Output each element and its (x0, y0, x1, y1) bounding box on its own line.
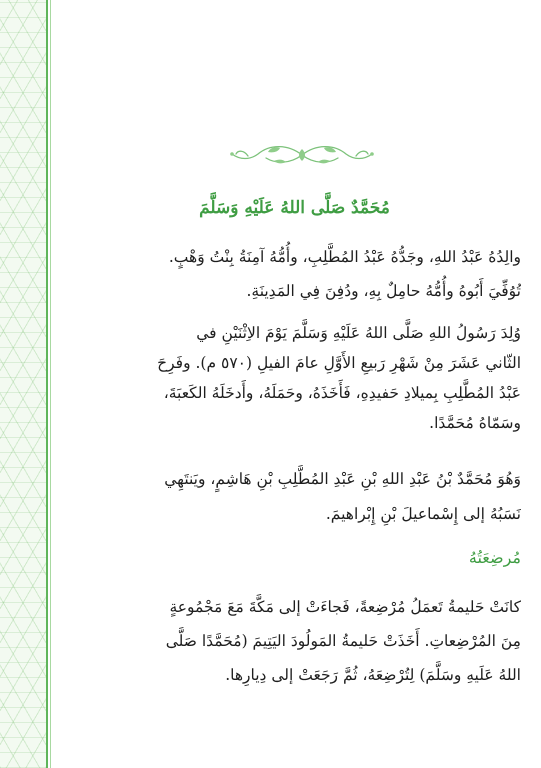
paragraph-line: نَسَبُهُ إلى إِسْماعيلَ بْنِ إِبْراهيمَ. (325, 505, 521, 523)
paragraph-line: والِدُهُ عَبْدُ اللهِ، وجَدُّهُ عَبْدُ المُطَّلِبِ، وأُمُّهُ آمِنَةُ بِنْتُ وَهْبٍ. (168, 248, 521, 266)
decorative-side-pattern (0, 0, 46, 768)
paragraph-lineage (68, 462, 521, 532)
paragraph-birth (68, 318, 521, 438)
paragraph-line: اللهُ عَلَيهِ وسَلَّمَ) لِتُرْضِعَهُ، ثُمَّ رَجَعَتْ إلى دِيارِها. (225, 666, 521, 684)
paragraph-line: كانَتْ حَليمةُ تَعمَلُ مُرْضِعةً، فَجاءَتْ إلى مَكَّةَ مَعَ مَجْمُوعةٍ (169, 598, 521, 616)
paragraph-line: الثّاني عَشَرَ مِنْ شَهْرِ رَبيعِ الأَوَّلِ عامَ الفيلِ (٥٧٠ م). وفَرِحَ (157, 354, 521, 372)
section-title: مُحَمَّدٌ صَلَّى اللهُ عَلَيْهِ وَسَلَّمَ (199, 198, 390, 218)
paragraph-line: وَهُوَ مُحَمَّدٌ بْنُ عَبْدِ اللهِ بْنِ عَبْدِ المُطَّلِبِ بْنِ هَاشِمٍ، ويَنتَهِي (164, 470, 521, 488)
subsection-title: مُرضِعَتُهُ (468, 548, 521, 567)
side-border-line-thin (50, 0, 51, 768)
paragraph-line: وسَمّاهُ مُحَمَّدًا. (429, 414, 521, 432)
paragraph-nurse (68, 590, 521, 692)
paragraph-line: تُوُفِّيَ أَبُوهُ وأُمُّهُ حامِلٌ بِهِ، ودُفِنَ فِي المَدِينَةِ. (246, 282, 521, 300)
paragraph-line: وُلِدَ رَسُولُ اللهِ صَلَّى اللهُ عَلَيْهِ وَسَلَّمَ يَوْمَ الاِثْنَيْنِ في (196, 324, 521, 342)
side-border-line (46, 0, 48, 768)
paragraph-line: مِنَ المُرْضِعاتِ. أَخَذَتْ حَليمةُ المَولُودَ اليَتِيمَ (مُحَمَّدًا صَلَّى (165, 632, 521, 650)
paragraph-line: عَبْدُ المُطَّلِبِ بِميلادِ حَفيدِهِ، فَأَخَذَهُ، وحَمَلَهُ، وأَدخَلَهُ الكَعبَةَ، (163, 384, 521, 402)
paragraph-parents (68, 240, 521, 308)
floral-ornament-icon (228, 140, 376, 170)
